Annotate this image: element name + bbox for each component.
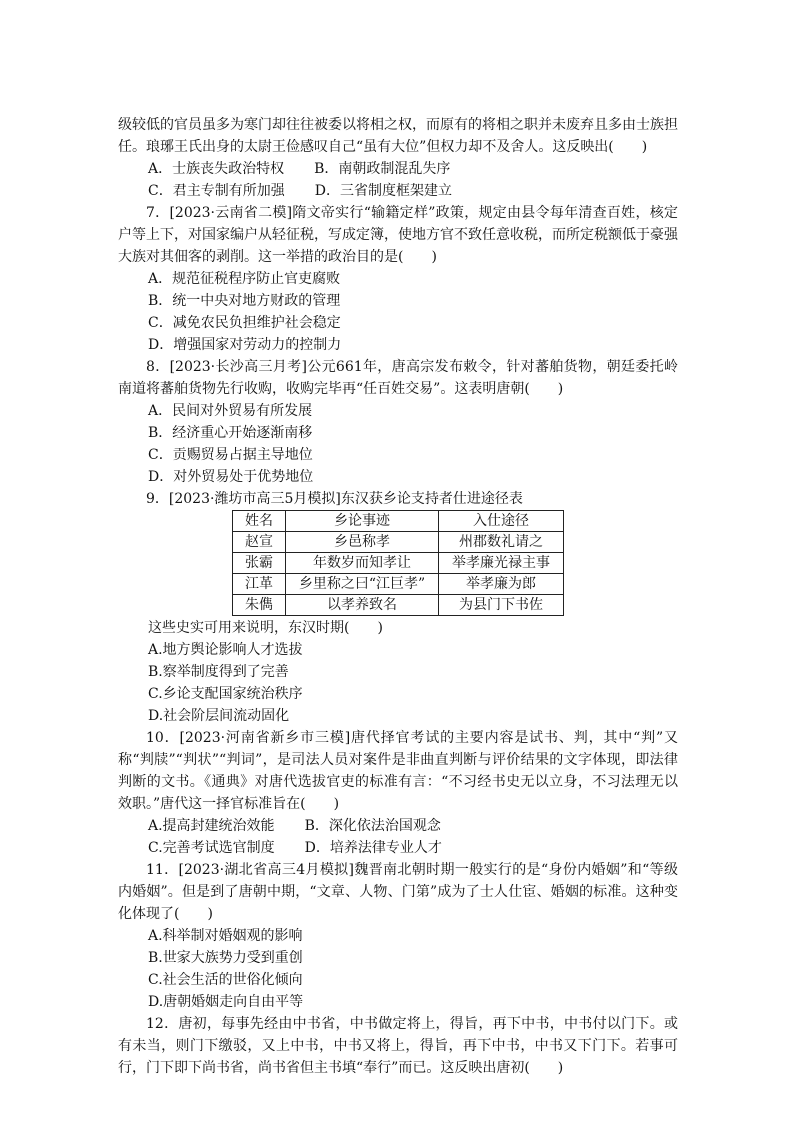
q6-options-row-1 <box>118 158 678 180</box>
q9-header-path: 入仕途径 <box>439 511 564 532</box>
q10-options-row-2 <box>118 837 678 859</box>
q9-cell: 乡邑称孝 <box>286 532 439 553</box>
q9-table <box>232 510 564 616</box>
q9-cell: 朱儁 <box>233 595 286 616</box>
q7-option-c[interactable]: C．减免农民负担维护社会稳定 <box>148 315 341 331</box>
q6-option-c[interactable]: C．君主专制有所加强 <box>148 183 285 199</box>
q7-option-a[interactable]: A．规范征税程序防止官吏腐败 <box>148 271 341 287</box>
q9-cell: 以孝养致名 <box>286 595 439 616</box>
q9-cell: 江革 <box>233 574 286 595</box>
q6-option-b[interactable]: B．南朝政制混乱失序 <box>314 161 451 177</box>
q9-option-b[interactable]: B.察举制度得到了完善 <box>148 664 289 680</box>
q7-option-b[interactable]: B．统一中央对地方财政的管理 <box>148 293 341 309</box>
q8-option-c[interactable]: C．贡赐贸易占据主导地位 <box>148 447 313 463</box>
q8-stem: 8．[2023·长沙高三月考]公元661年，唐高宗发布敕令，针对蕃舶货物，朝廷委托岭南道将蕃舶货物先行收购，收购完毕再“任百姓交易”。这表明唐朝( ) <box>118 359 678 397</box>
q11-option-b[interactable]: B.世家大族势力受到重创 <box>148 950 303 966</box>
q9-cell: 张霸 <box>233 553 286 574</box>
q11-option-a[interactable]: A.科举制对婚姻观的影响 <box>148 928 303 944</box>
q8-option-b[interactable]: B．经济重心开始逐渐南移 <box>148 425 313 441</box>
q9-stem: 9．[2023·潍坊市高三5月模拟]东汉获乡论支持者仕进途径表 <box>146 491 523 507</box>
q6-option-d[interactable]: D．三省制度框架建立 <box>314 183 452 199</box>
q9-option-c[interactable]: C.乡论支配国家统治秩序 <box>148 686 303 702</box>
q9-cell: 赵宣 <box>233 532 286 553</box>
q11-option-d[interactable]: D.唐朝婚姻走向自由平等 <box>148 994 304 1010</box>
table-row <box>233 532 564 553</box>
q9-header-deed: 乡论事迹 <box>286 511 439 532</box>
q9-cell: 举孝廉为郎 <box>439 574 564 595</box>
table-row <box>233 595 564 616</box>
table-row <box>233 574 564 595</box>
q9-cell: 州郡数礼请之 <box>439 532 564 553</box>
q9-after-text: 这些史实可用来说明，东汉时期( ) <box>148 620 383 636</box>
q10-option-a[interactable]: A.提高封建统治效能 <box>148 818 275 834</box>
q9-option-d[interactable]: D.社会阶层间流动固化 <box>148 708 290 724</box>
q9-option-a[interactable]: A.地方舆论影响人才选拔 <box>148 642 303 658</box>
q9-table-header <box>233 511 564 532</box>
q10-options-row-1 <box>118 815 678 837</box>
q10-option-d[interactable]: D．培养法律专业人才 <box>304 840 442 856</box>
q12-stem: 12．唐初，每事先经由中书省，中书做定将上，得旨，再下中书，中书付以门下。或有未当，则门下缴驳，又上中书，中书又将上，得旨，再下中书，中书又下门下。若事可行，门下即下尚书省，尚书省但主书填“奉行”而已。这反映出唐初( ) <box>118 1016 678 1076</box>
q9-header-name: 姓名 <box>233 511 286 532</box>
q9-cell: 乡里称之曰“江巨孝” <box>286 574 439 595</box>
q10-option-c[interactable]: C.完善考试选官制度 <box>148 840 275 856</box>
q9-cell: 年数岁而知孝让 <box>286 553 439 574</box>
question-list <box>118 114 678 1079</box>
q10-stem: 10．[2023·河南省新乡市三模]唐代择官考试的主要内容是试书、判，其中“判”又称“判牍”“判状”“判词”，是司法人员对案件是非曲直判断与评价结果的文字体现，即法律判断的文书。《通典》对唐代选拔官吏的标准有言：“不习经书史无以立身，不习法理无以效职。”唐代这一择官标准旨在( ) <box>118 730 678 812</box>
q7-option-d[interactable]: D．增强国家对劳动力的控制力 <box>148 337 342 353</box>
q7-stem: 7．[2023·云南省二模]隋文帝实行“输籍定样”政策，规定由县令每年清查百姓，核定户等上下，对国家编户从轻征税，写成定簿，使地方官不致任意收税，而所定税额低于豪强大族对其佃客的剥削。这一举措的政治目的是( ) <box>118 205 678 265</box>
q11-stem: 11．[2023·湖北省高三4月模拟]魏晋南北朝时期一般实行的是“身份内婚姻”和“等级内婚姻”。但是到了唐朝中期，“文章、人物、门第”成为了士人仕宦、婚姻的标准。这种变化体现了( ) <box>118 862 678 922</box>
q9-table-wrapper <box>118 510 678 616</box>
q8-option-a[interactable]: A．民间对外贸易有所发展 <box>148 403 313 419</box>
q6-stem-continued: 级较低的官员虽多为寒门却往往被委以将相之权，而原有的将相之职并未废弃且多由士族担任。琅琊王氏出身的太尉王俭感叹自己“虽有大位”但权力却不及舍人。这反映出( ) <box>118 117 678 155</box>
q9-cell: 为县门下书佐 <box>439 595 564 616</box>
q6-options-row-2 <box>118 180 678 202</box>
q10-option-b[interactable]: B．深化依法治国观念 <box>304 818 441 834</box>
q11-option-c[interactable]: C.社会生活的世俗化倾向 <box>148 972 303 988</box>
table-row <box>233 553 564 574</box>
q6-option-a[interactable]: A．士族丧失政治特权 <box>148 161 285 177</box>
q9-cell: 举孝廉光禄主事 <box>439 553 564 574</box>
q8-option-d[interactable]: D．对外贸易处于优势地位 <box>148 469 314 485</box>
